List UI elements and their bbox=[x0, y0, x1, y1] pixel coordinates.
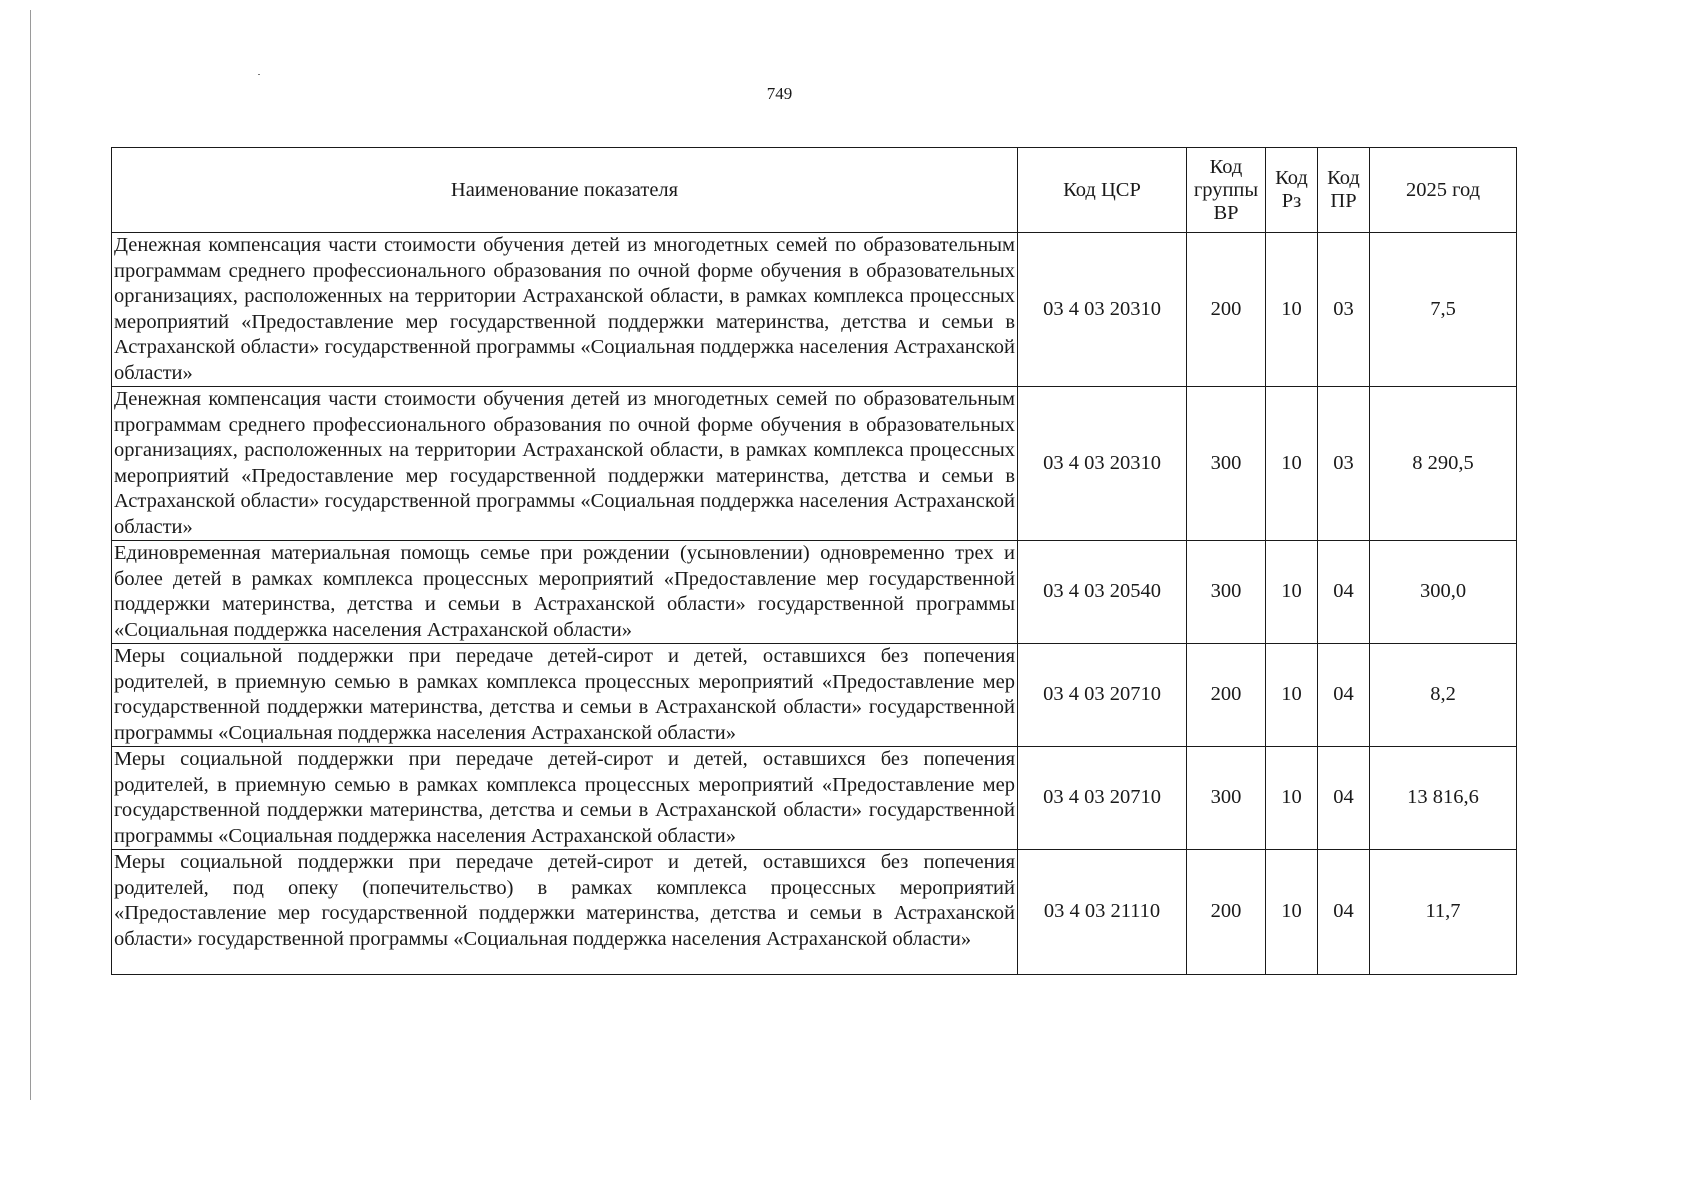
table-header-row bbox=[112, 148, 1517, 233]
indicator-name-cell: Единовременная материальная помощь семье при рождении (усыновлении) одновременно трех и более детей в рамках комплекса процессных мероприятий «Предоставление мер государственной поддержки материнства, детства и семьи в Астраханской области» государственной программы «Социальная поддержка населения Астраханской области» bbox=[112, 541, 1018, 644]
indicator-name-cell: Меры социальной поддержки при передаче детей-сирот и детей, оставшихся без попечения родителей, в приемную семью в рамках комплекса процессных мероприятий «Предоставление мер государственной поддержки материнства, детства и семьи в Астраханской области» государственной программы «Социальная поддержка населения Астраханской области» bbox=[112, 644, 1018, 747]
rz-code-cell: 10 bbox=[1266, 541, 1318, 644]
csr-code-cell: 03 4 03 20710 bbox=[1018, 644, 1187, 747]
csr-code-cell: 03 4 03 20710 bbox=[1018, 747, 1187, 850]
amount-cell: 11,7 bbox=[1370, 850, 1517, 975]
csr-code-cell: 03 4 03 20310 bbox=[1018, 233, 1187, 387]
vr-code-cell: 200 bbox=[1187, 644, 1266, 747]
amount-cell: 300,0 bbox=[1370, 541, 1517, 644]
csr-code-cell: 03 4 03 20310 bbox=[1018, 387, 1187, 541]
amount-cell: 8 290,5 bbox=[1370, 387, 1517, 541]
header-csr-code: Код ЦСР bbox=[1018, 148, 1187, 233]
pr-code-cell: 03 bbox=[1318, 387, 1370, 541]
vr-code-cell: 300 bbox=[1187, 541, 1266, 644]
rz-code-cell: 10 bbox=[1266, 850, 1318, 975]
indicator-name-cell: Денежная компенсация части стоимости обучения детей из многодетных семей по образовательным программам среднего профессионального образования по очной форме обучения в образовательных организациях, расположенных на территории Астраханской области, в рамках комплекса процессных мероприятий «Предоставление мер государственной поддержки материнства, детства и семьи в Астраханской области» государственной программы «Социальная поддержка населения Астраханской области» bbox=[112, 387, 1018, 541]
header-pr-code: Код ПР bbox=[1318, 148, 1370, 233]
indicator-name-cell: Денежная компенсация части стоимости обучения детей из многодетных семей по образовательным программам среднего профессионального образования по очной форме обучения в образовательных организациях, расположенных на территории Астраханской области, в рамках комплекса процессных мероприятий «Предоставление мер государственной поддержки материнства, детства и семьи в Астраханской области» государственной программы «Социальная поддержка населения Астраханской области» bbox=[112, 233, 1018, 387]
header-vr-code: Код группы ВР bbox=[1187, 148, 1266, 233]
table-row bbox=[112, 644, 1517, 747]
vr-code-cell: 200 bbox=[1187, 850, 1266, 975]
indicator-name-cell: Меры социальной поддержки при передаче детей-сирот и детей, оставшихся без попечения родителей, под опеку (попечительство) в рамках комплекса процессных мероприятий «Предоставление мер государственной поддержки материнства, детства и семьи в Астраханской области» государственной программы «Социальная поддержка населения Астраханской области» bbox=[112, 850, 1018, 975]
binding-edge-line bbox=[30, 10, 31, 1100]
header-indicator-name: Наименование показателя bbox=[112, 148, 1018, 233]
table-row bbox=[112, 850, 1517, 975]
csr-code-cell: 03 4 03 21110 bbox=[1018, 850, 1187, 975]
pr-code-cell: 03 bbox=[1318, 233, 1370, 387]
page-number: 749 bbox=[766, 84, 793, 103]
table-row bbox=[112, 233, 1517, 387]
rz-code-cell: 10 bbox=[1266, 387, 1318, 541]
rz-code-cell: 10 bbox=[1266, 233, 1318, 387]
budget-table bbox=[111, 147, 1517, 975]
vr-code-cell: 300 bbox=[1187, 387, 1266, 541]
amount-cell: 8,2 bbox=[1370, 644, 1517, 747]
amount-cell: 7,5 bbox=[1370, 233, 1517, 387]
vr-code-cell: 300 bbox=[1187, 747, 1266, 850]
table-row bbox=[112, 541, 1517, 644]
header-rz-code: Код Рз bbox=[1266, 148, 1318, 233]
amount-cell: 13 816,6 bbox=[1370, 747, 1517, 850]
table-row bbox=[112, 747, 1517, 850]
pr-code-cell: 04 bbox=[1318, 541, 1370, 644]
rz-code-cell: 10 bbox=[1266, 644, 1318, 747]
pr-code-cell: 04 bbox=[1318, 747, 1370, 850]
pr-code-cell: 04 bbox=[1318, 850, 1370, 975]
scan-speck bbox=[258, 74, 260, 75]
rz-code-cell: 10 bbox=[1266, 747, 1318, 850]
table-row bbox=[112, 387, 1517, 541]
indicator-name-cell: Меры социальной поддержки при передаче детей-сирот и детей, оставшихся без попечения родителей, в приемную семью в рамках комплекса процессных мероприятий «Предоставление мер государственной поддержки материнства, детства и семьи в Астраханской области» государственной программы «Социальная поддержка населения Астраханской области» bbox=[112, 747, 1018, 850]
pr-code-cell: 04 bbox=[1318, 644, 1370, 747]
csr-code-cell: 03 4 03 20540 bbox=[1018, 541, 1187, 644]
vr-code-cell: 200 bbox=[1187, 233, 1266, 387]
header-year-2025: 2025 год bbox=[1370, 148, 1517, 233]
